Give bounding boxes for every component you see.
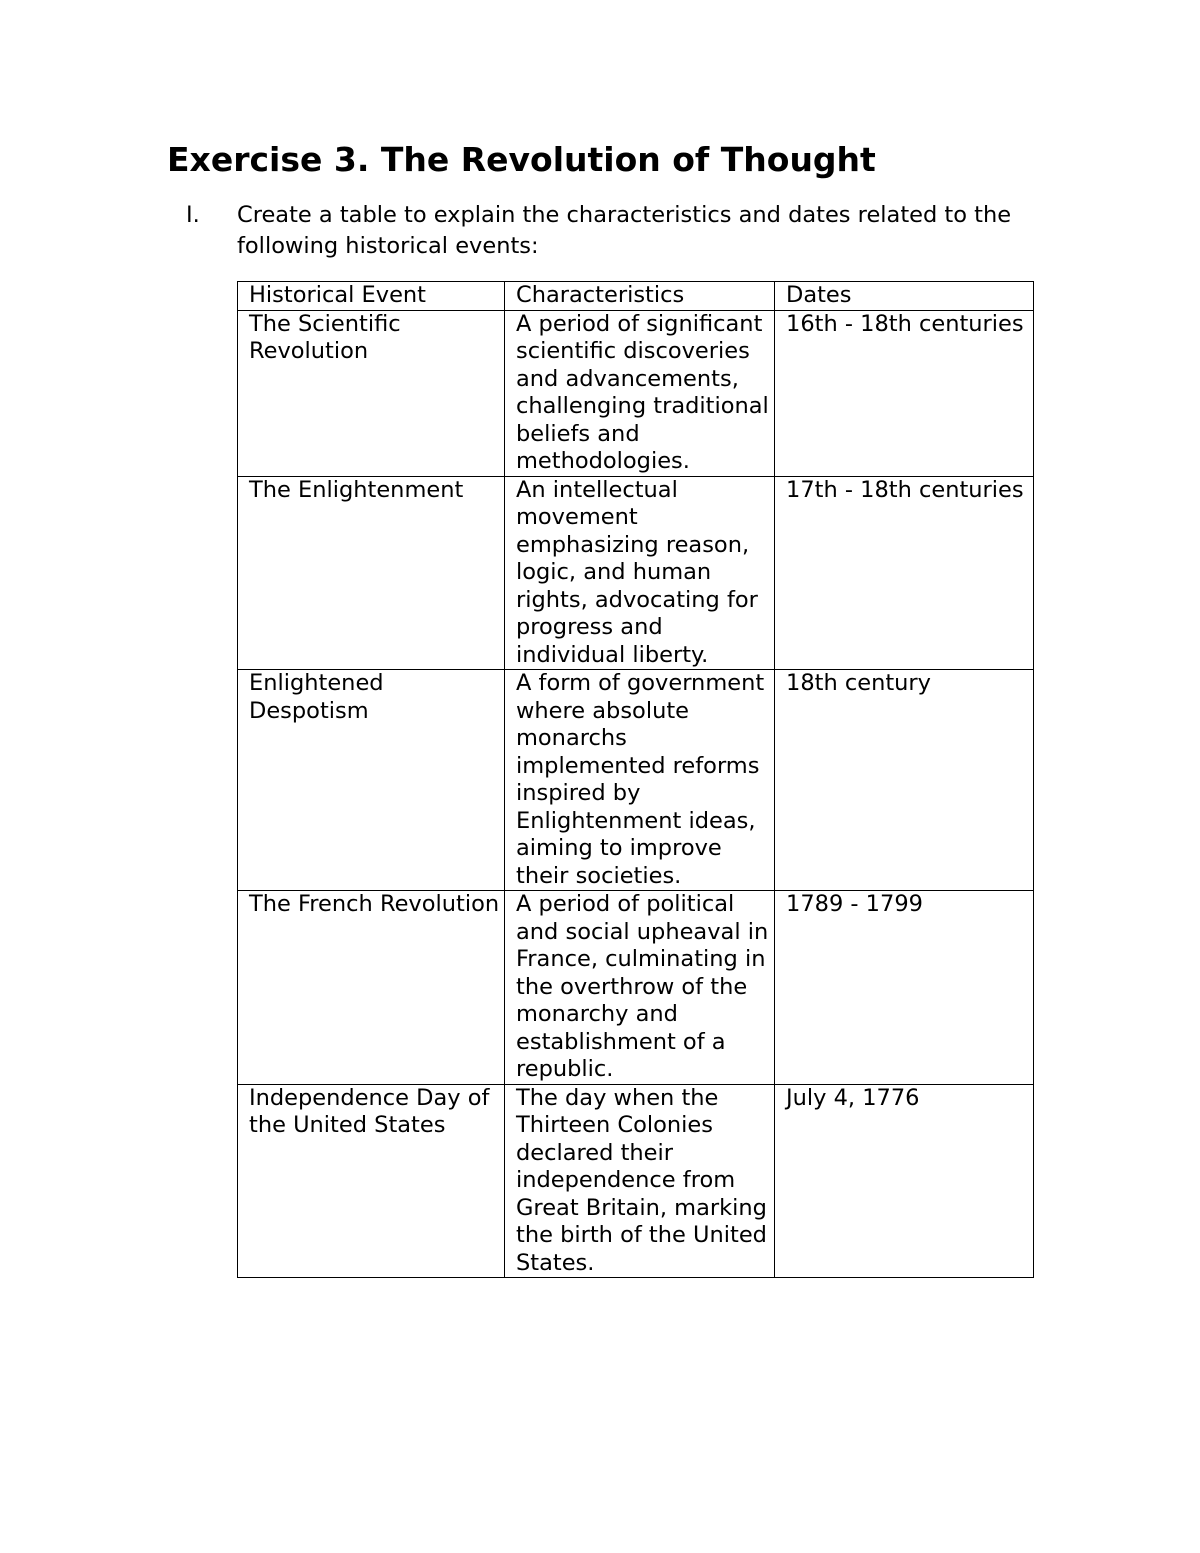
- table-row: [238, 891, 1034, 1085]
- dates-cell: 17th - 18th centuries: [775, 476, 1034, 670]
- table-row: [238, 476, 1034, 670]
- characteristics-cell: A form of government where absolute monarchs implemented reforms inspired by Enlightenment ideas, aiming to improve their societies.: [505, 670, 775, 891]
- table-row: [238, 670, 1034, 891]
- header-historical-event: Historical Event: [238, 282, 505, 311]
- page-title: Exercise 3. The Revolution of Thought: [167, 140, 876, 179]
- dates-cell: 16th - 18th centuries: [775, 310, 1034, 476]
- dates-cell: July 4, 1776: [775, 1084, 1034, 1278]
- header-characteristics: Characteristics: [505, 282, 775, 311]
- table-header-row: [238, 282, 1034, 311]
- event-cell: The Scientific Revolution: [238, 310, 505, 476]
- list-marker: I.: [186, 202, 200, 228]
- event-cell: The Enlightenment: [238, 476, 505, 670]
- characteristics-cell: A period of significant scientific discoveries and advancements, challenging traditional beliefs and methodologies.: [505, 310, 775, 476]
- table-row: [238, 1084, 1034, 1278]
- event-cell: Enlightened Despotism: [238, 670, 505, 891]
- event-cell: Independence Day of the United States: [238, 1084, 505, 1278]
- historical-events-table: [237, 281, 1034, 1278]
- instruction-text: Create a table to explain the characteristics and dates related to the following historical events:: [237, 202, 1012, 259]
- dates-cell: 18th century: [775, 670, 1034, 891]
- dates-cell: 1789 - 1799: [775, 891, 1034, 1085]
- event-cell: The French Revolution: [238, 891, 505, 1085]
- table-row: [238, 310, 1034, 476]
- characteristics-cell: An intellectual movement emphasizing reason, logic, and human rights, advocating for progress and individual liberty.: [505, 476, 775, 670]
- header-dates: Dates: [775, 282, 1034, 311]
- characteristics-cell: The day when the Thirteen Colonies declared their independence from Great Britain, marking the birth of the United States.: [505, 1084, 775, 1278]
- characteristics-cell: A period of political and social upheaval in France, culminating in the overthrow of the monarchy and establishment of a republic.: [505, 891, 775, 1085]
